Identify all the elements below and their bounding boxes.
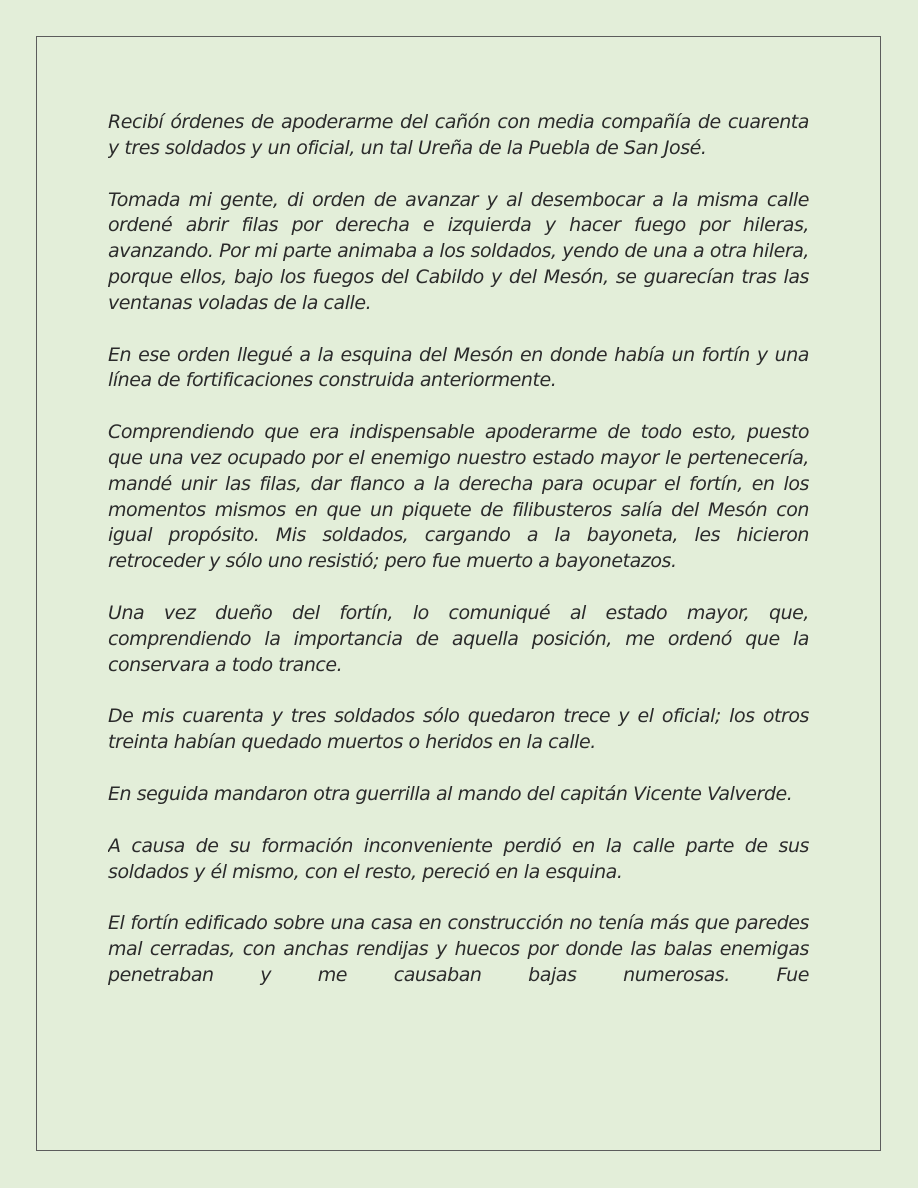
paragraph-8: A causa de su formación inconveniente perdió en la calle parte de sus soldados y él mismo, con el resto, pereció en la esquina. <box>108 834 809 883</box>
paragraph-3: En ese orden llegué a la esquina del Mesón en donde había un fortín y una línea de fortificaciones construida anteriormente. <box>108 343 809 392</box>
paragraph-5: Una vez dueño del fortín, lo comuniqué al estado mayor, que, comprendiendo la importancia de aquella posición, me ordenó que la conservara a todo trance. <box>108 601 809 676</box>
paragraph-6: De mis cuarenta y tres soldados sólo quedaron trece y el oficial; los otros treinta habían quedado muertos o heridos en la calle. <box>108 705 809 754</box>
paragraph-2: Tomada mi gente, di orden de avanzar y al desembocar a la misma calle ordené abrir filas por derecha e izquierda y hacer fuego por hileras, avanzando. Por mi parte animaba a los soldados, yendo de una a otra hilera, porque ellos, bajo los fuegos del Cabildo y del Mesón, se guarecían tras las ventanas voladas de la calle. <box>108 188 809 314</box>
paragraph-7: En seguida mandaron otra guerrilla al mando del capitán Vicente Valverde. <box>108 782 793 805</box>
paragraph-9: El fortín edificado sobre una casa en construcción no tenía más que paredes mal cerradas, con anchas rendijas y huecos por donde las balas enemigas penetraban y me causaban bajas numerosas. Fue <box>108 912 809 986</box>
document-body <box>108 110 809 1070</box>
paragraph-1: Recibí órdenes de apoderarme del cañón con media compañía de cuarenta y tres soldados y un oficial, un tal Ureña de la Puebla de San José. <box>108 111 809 159</box>
paragraph-4: Comprendiendo que era indispensable apoderarme de todo esto, puesto que una vez ocupado por el enemigo nuestro estado mayor le pertenecería, mandé unir las filas, dar flanco a la derecha para ocupar el fortín, en los momentos mismos en que un piquete de filibusteros salía del Mesón con igual propósito. Mis soldados, cargando a la bayoneta, les hicieron retroceder y sólo uno resistió; pero fue muerto a bayonetazos. <box>108 421 809 573</box>
